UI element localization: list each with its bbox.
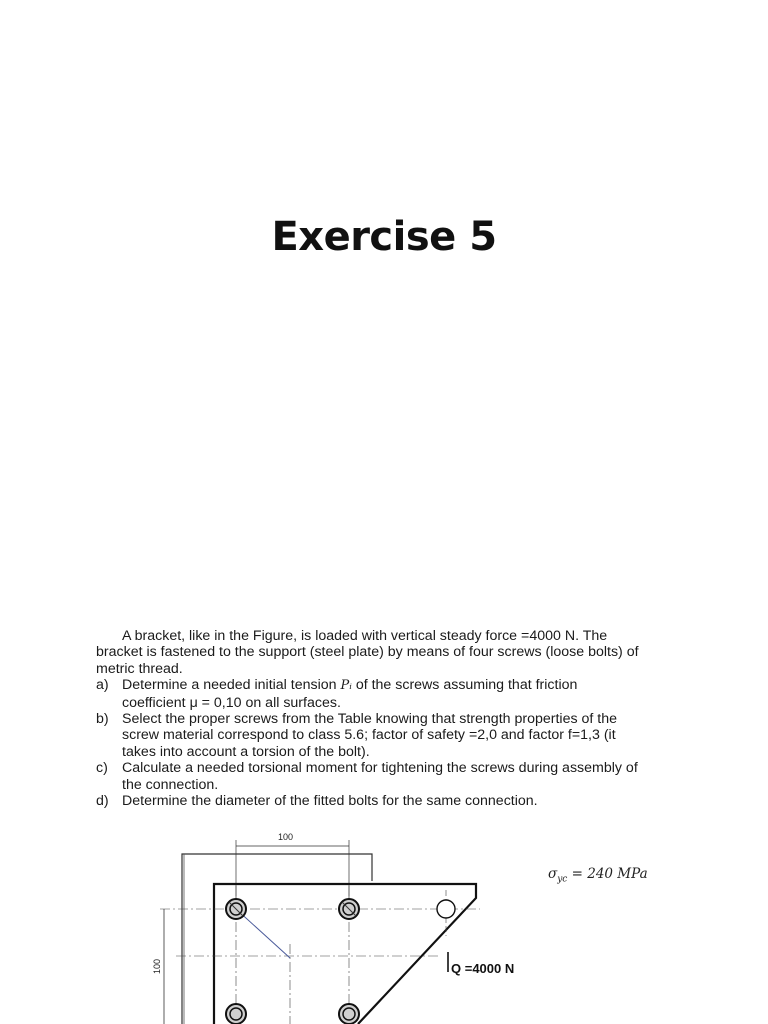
dim-label-vertical: 100 — [152, 958, 162, 974]
sigma-symbol: σ — [548, 866, 558, 882]
task-b-text: Select the proper screws from the Table knowing that strength properties of the screw material correspond to class 5.6; factor of safety =2,0 and factor f=1,3 (it takes into account a torsion of the bolt). — [122, 711, 617, 760]
screw-bottom-left — [226, 1004, 246, 1024]
problem-statement — [96, 628, 644, 809]
screw-top-left — [226, 899, 246, 919]
task-c — [96, 760, 644, 793]
initial-tension-symbol: Pᵢ — [340, 678, 352, 694]
support-plate-outline — [182, 854, 372, 1024]
force-label: Q =4000 N — [451, 961, 515, 976]
sigma-subscript: yc — [557, 874, 568, 885]
task-label: c) — [96, 760, 108, 777]
task-a-text-b: of the screws assuming that friction coefficient μ = 0,10 on all surfaces. — [122, 677, 578, 711]
intro-text-b: =4000 N. The bracket is fastened to the support (steel plate) by means of four screws (loose bolts) of metric thread. — [96, 628, 639, 677]
load-point-hole — [437, 900, 455, 918]
task-label: a) — [96, 677, 109, 694]
intro-text-a: A bracket, like in the Figure, is loaded with vertical steady force — [122, 628, 518, 644]
task-b — [96, 711, 644, 760]
dim-label-horizontal: 100 — [278, 832, 294, 842]
task-a-text-a: Determine a needed initial tension — [122, 677, 337, 694]
bracket-figure — [140, 826, 515, 1024]
task-d-text: Determine the diameter of the fitted bolts for the same connection. — [122, 793, 538, 810]
formula-value: = 240 MPa — [567, 866, 648, 882]
page-title: Exercise 5 — [271, 214, 497, 260]
task-label: d) — [96, 793, 109, 810]
task-d — [96, 793, 644, 809]
task-a — [96, 677, 644, 711]
task-c-text: Calculate a needed torsional moment for tightening the screws during assembly of the connection. — [122, 760, 638, 793]
screw-bottom-right — [339, 1004, 359, 1024]
yield-strength-formula — [548, 866, 648, 885]
screw-top-right — [339, 899, 359, 919]
problem-intro — [96, 628, 644, 677]
task-label: b) — [96, 711, 109, 728]
